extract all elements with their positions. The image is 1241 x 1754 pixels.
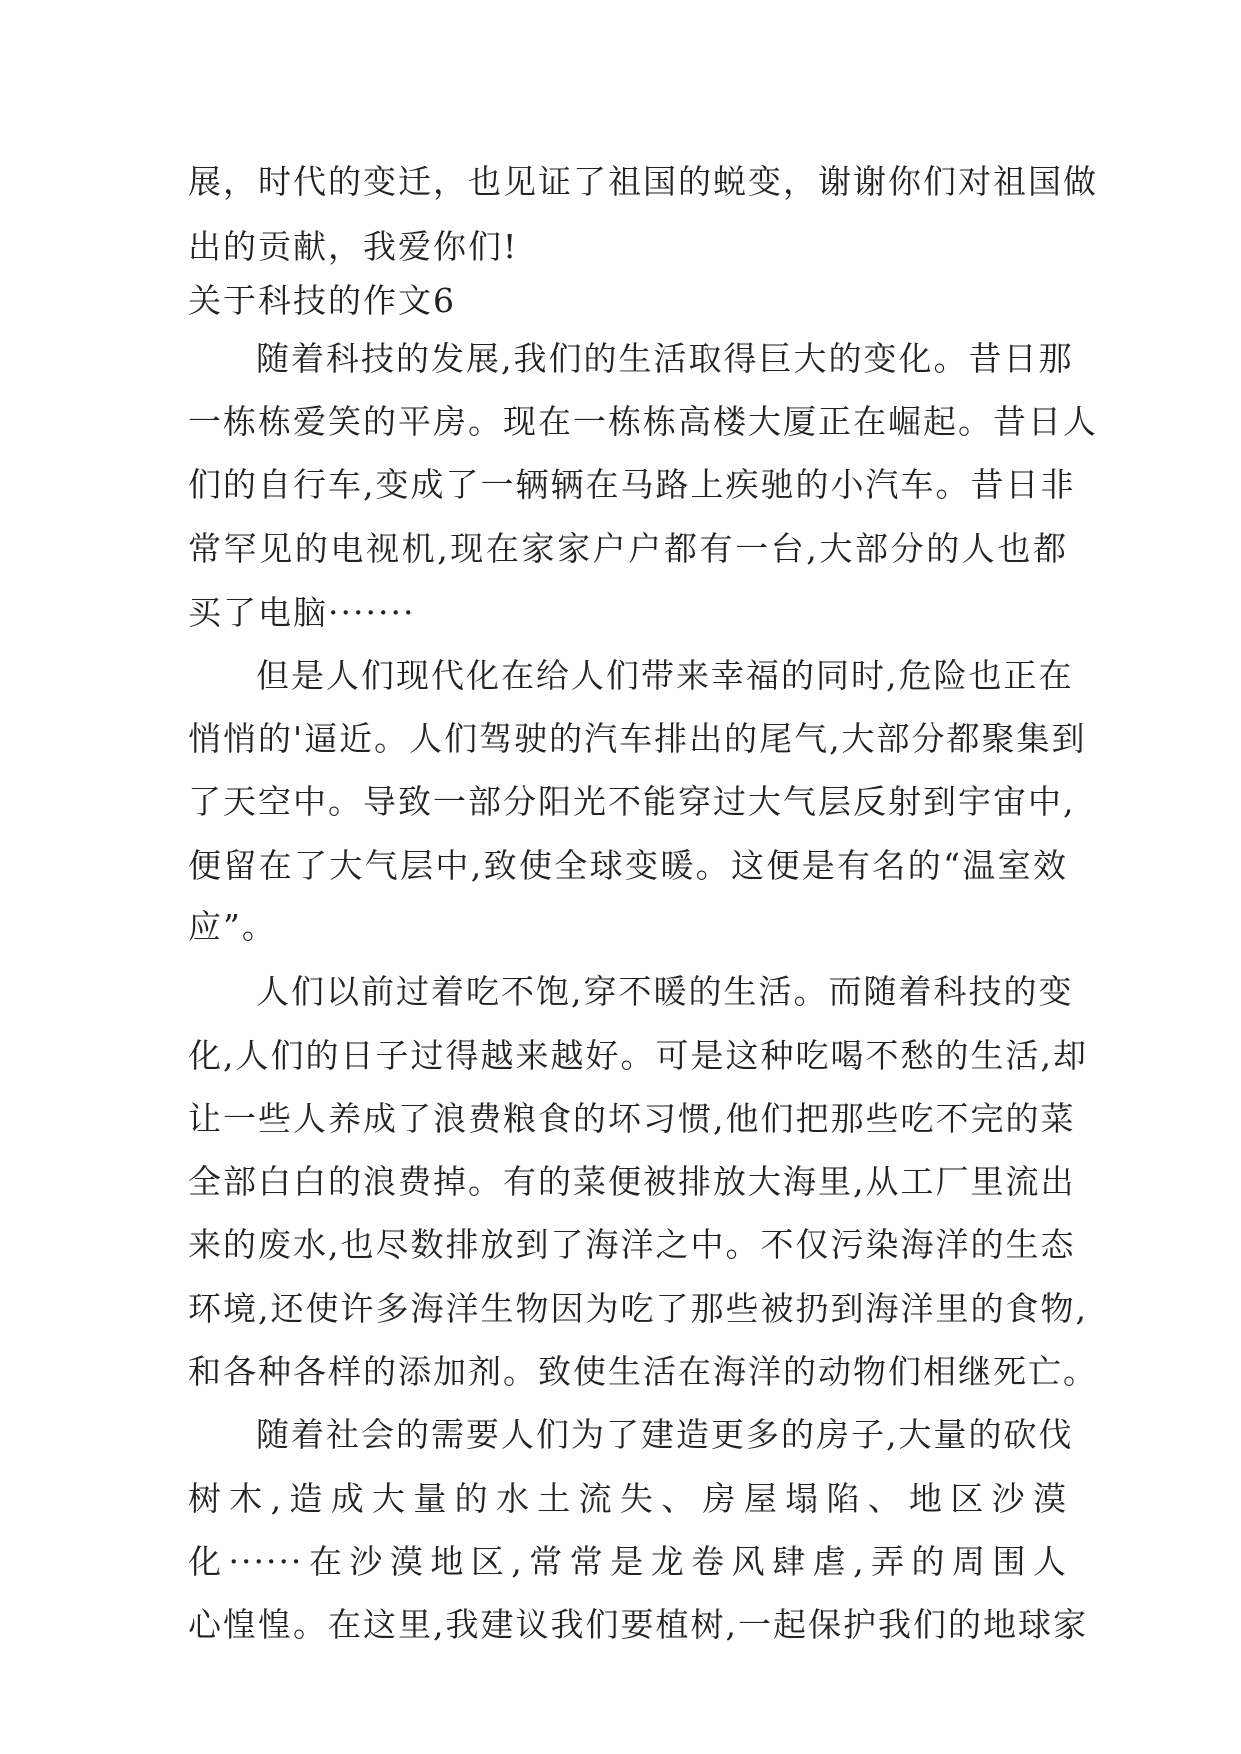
text-line: 化······在沙漠地区,常常是龙卷风肆虐,弄的周围人 — [188, 1542, 1068, 1581]
text-line: 了天空中。导致一部分阳光不能穿过大气层反射到宇宙中, — [188, 782, 1076, 821]
paragraph-first-line: 人们以前过着吃不饱,穿不暖的生活。而随着科技的变 — [256, 972, 1074, 1011]
text-line: 一栋栋爱笑的平房。现在一栋栋高楼大厦正在崛起。昔日人 — [188, 402, 1098, 441]
text-line: 应”。 — [188, 907, 277, 946]
paragraph-first-line: 随着社会的需要人们为了建造更多的房子,大量的砍伐 — [256, 1415, 1074, 1454]
text-line: 和各种各样的添加剂。致使生活在海洋的动物们相继死亡。 — [188, 1352, 1098, 1391]
text-line: 出的贡献，我爱你们! — [188, 227, 519, 266]
text-line: 环境,还使许多海洋生物因为吃了那些被扔到海洋里的食物, — [188, 1289, 1088, 1328]
text-line: 展，时代的变迁，也见证了祖国的蜕变，谢谢你们对祖国做 — [188, 162, 1098, 201]
text-line: 便留在了大气层中,致使全球变暖。这便是有名的“温室效 — [188, 846, 1068, 885]
text-line: 树木,造成大量的水土流失、房屋塌陷、地区沙漠 — [188, 1479, 1068, 1518]
paragraph-first-line: 但是人们现代化在给人们带来幸福的同时,危险也正在 — [256, 656, 1074, 695]
paragraph-first-line: 随着科技的发展,我们的生活取得巨大的变化。昔日那 — [256, 339, 1074, 378]
text-line: 化,人们的日子过得越来越好。可是这种吃喝不愁的生活,却 — [188, 1036, 1088, 1075]
text-line: 全部白白的浪费掉。有的菜便被排放大海里,从工厂里流出 — [188, 1162, 1076, 1201]
text-line: 心惶惶。在这里,我建议我们要植树,一起保护我们的地球家 — [188, 1605, 1088, 1644]
text-line: 们的自行车,变成了一辆辆在马路上疾驰的小汽车。昔日非 — [188, 465, 1076, 504]
text-line: 常罕见的电视机,现在家家户户都有一台,大部分的人也都 — [188, 529, 1068, 568]
text-line: 悄悄的'逼近。人们驾驶的汽车排出的尾气,大部分都聚集到 — [188, 719, 1087, 758]
text-line: 买了电脑······· — [188, 593, 416, 632]
section-heading: 关于科技的作文6 — [188, 281, 456, 320]
text-line: 来的废水,也尽数排放到了海洋之中。不仅污染海洋的生态 — [188, 1225, 1076, 1264]
text-line: 让一些人养成了浪费粮食的坏习惯,他们把那些吃不完的菜 — [188, 1099, 1076, 1138]
